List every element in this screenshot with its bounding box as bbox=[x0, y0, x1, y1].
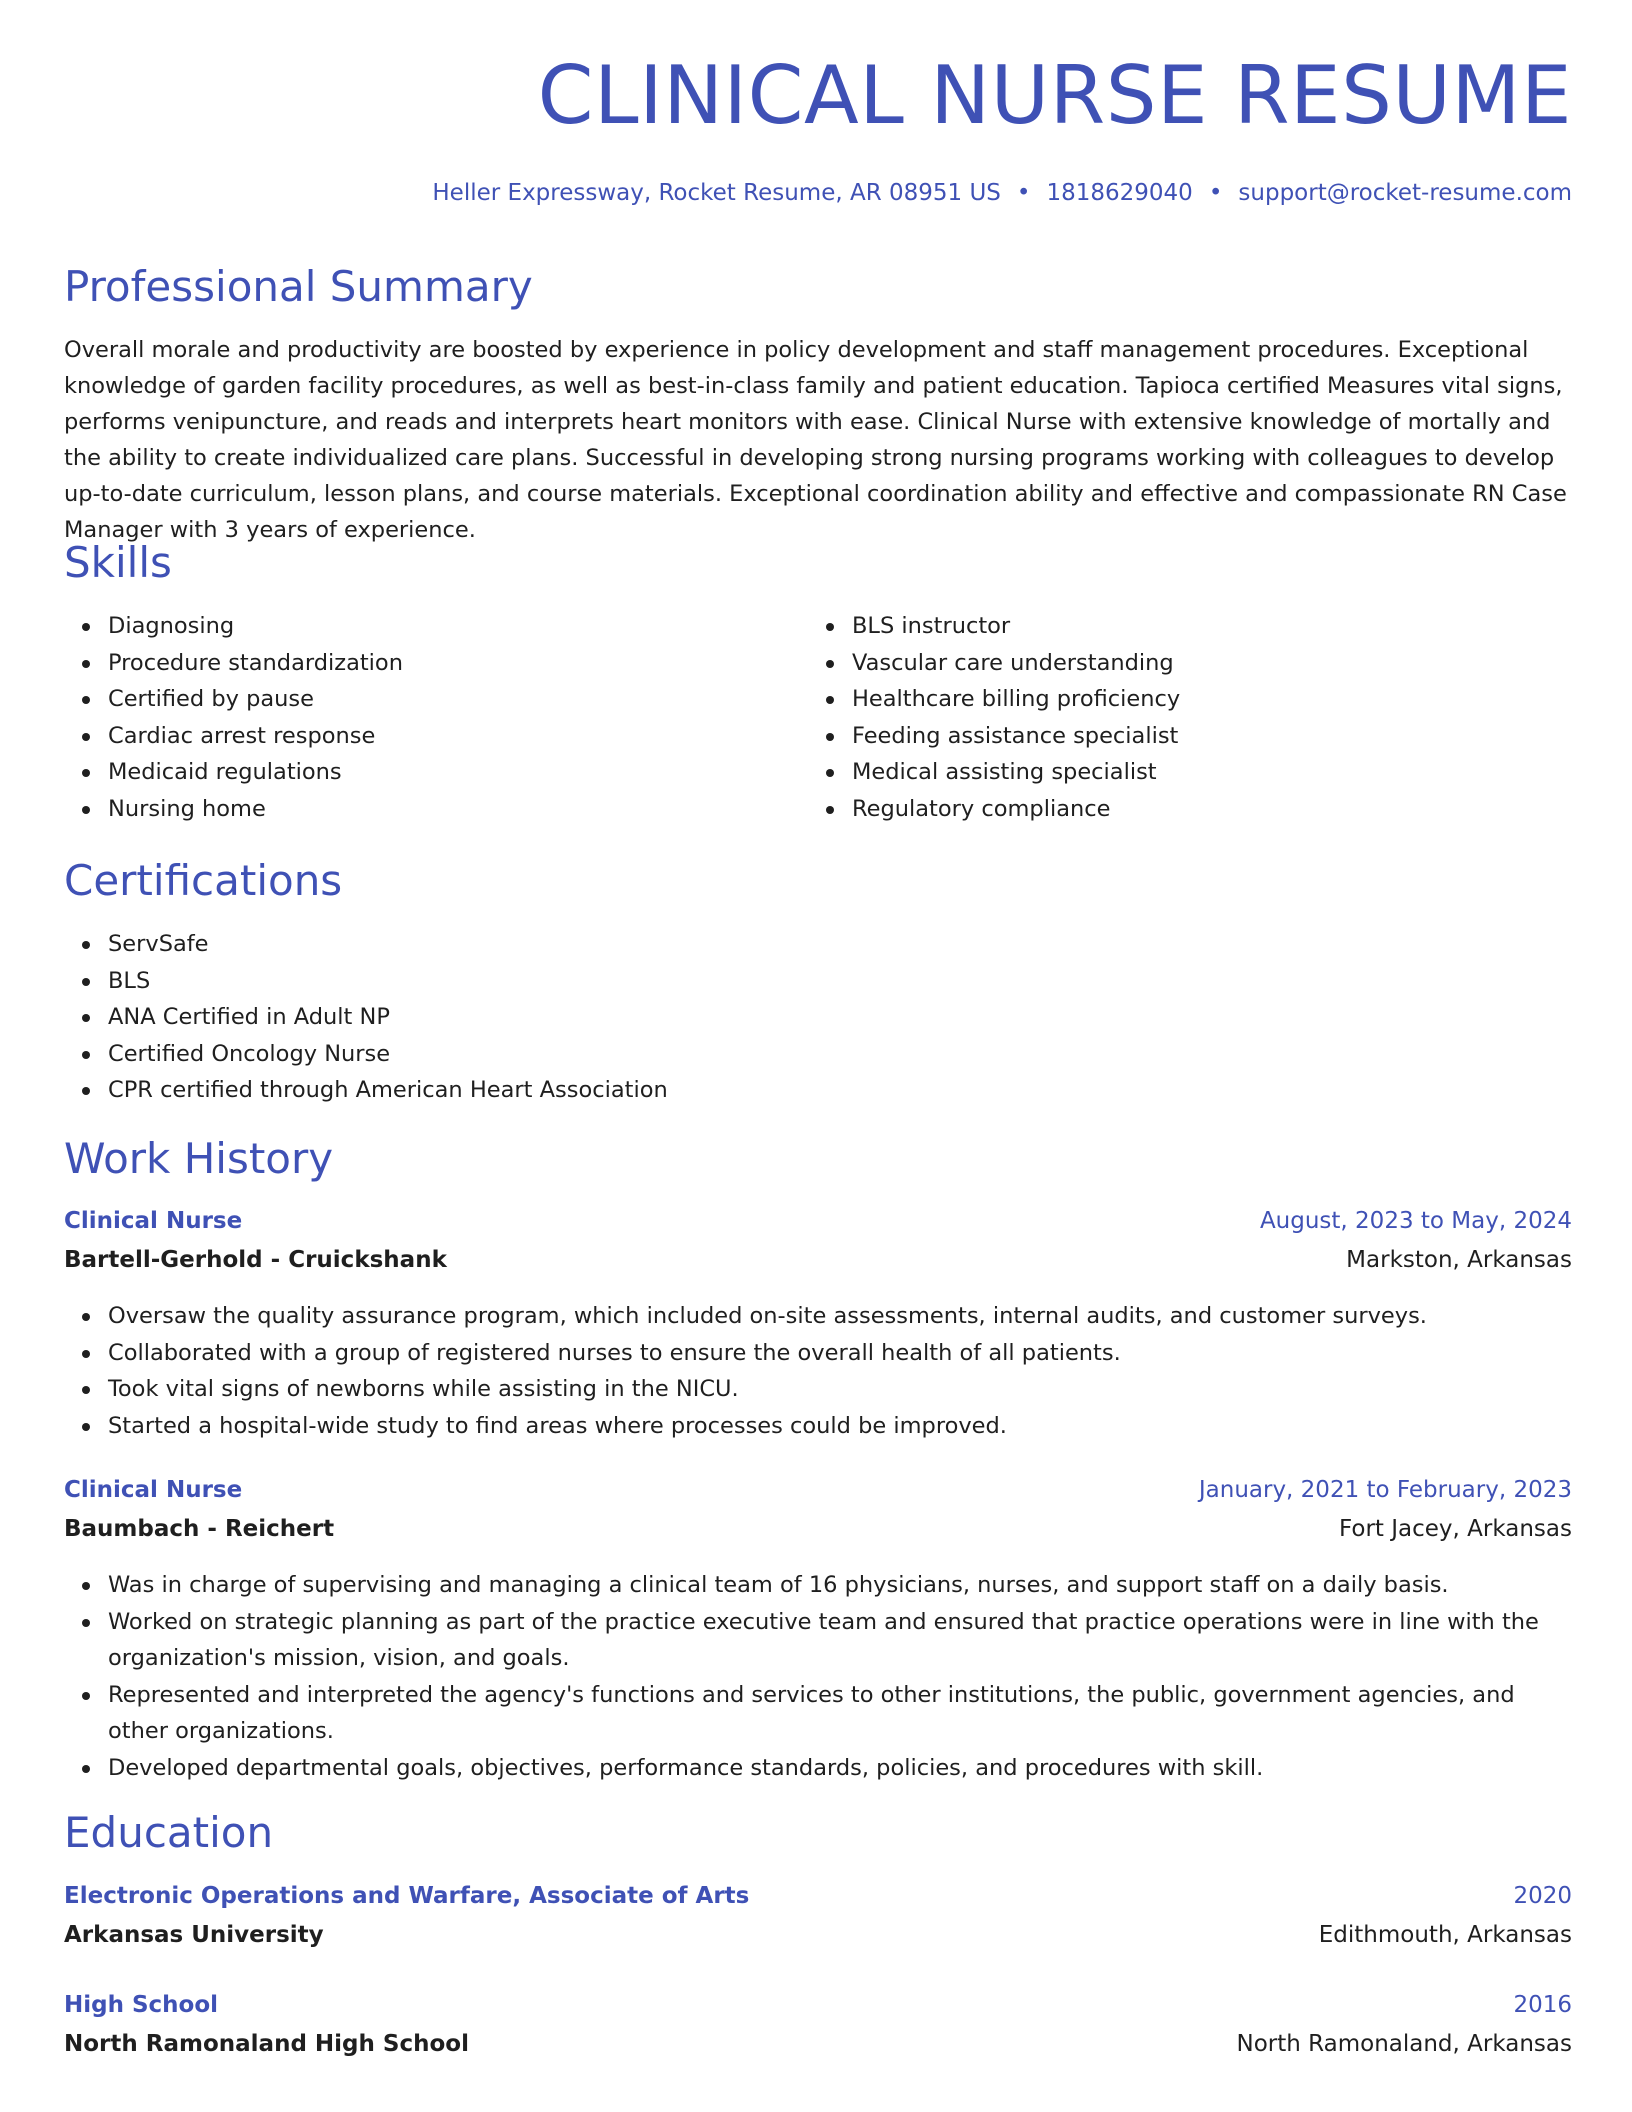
job-employer: Bartell-Gerhold - Cruickshank bbox=[64, 1247, 447, 1273]
bullet-icon bbox=[826, 769, 834, 777]
skill-item bbox=[108, 754, 403, 791]
skill-item bbox=[108, 718, 403, 755]
skill-label: Diagnosing bbox=[108, 613, 235, 639]
bullet-icon bbox=[82, 769, 90, 777]
job-location: Fort Jacey, Arkansas bbox=[1338, 1516, 1572, 1542]
job-duty bbox=[108, 1408, 1572, 1445]
certification-label: BLS bbox=[108, 967, 151, 994]
certifications-heading: Certifications bbox=[64, 856, 343, 905]
certification-item bbox=[108, 999, 668, 1036]
certification-item bbox=[108, 926, 668, 963]
certification-label: ANA Certified in Adult NP bbox=[108, 1004, 390, 1030]
bullet-icon bbox=[82, 1692, 90, 1700]
skill-label: Cardiac arrest response bbox=[108, 722, 376, 749]
bullet-icon bbox=[826, 733, 834, 741]
certification-item bbox=[108, 963, 668, 1000]
job-duties-list bbox=[64, 1298, 1572, 1444]
bullet-icon bbox=[82, 696, 90, 704]
education-degree: High School bbox=[64, 1992, 219, 2018]
skill-item bbox=[108, 608, 403, 645]
bullet-icon bbox=[826, 660, 834, 668]
job-employer-row bbox=[64, 1516, 1572, 1548]
skill-label: Certified by pause bbox=[108, 686, 314, 712]
education-location: Edithmouth, Arkansas bbox=[1318, 1922, 1572, 1948]
skill-label: Feeding assistance specialist bbox=[852, 722, 1179, 749]
job-duty-text: Developed departmental goals, objectives, performance standards, policies, and procedures with skill. bbox=[108, 1754, 1264, 1781]
job-header-row bbox=[64, 1477, 1572, 1509]
bullet-icon bbox=[826, 806, 834, 814]
skill-item bbox=[108, 681, 403, 718]
job-header-row bbox=[64, 1208, 1572, 1240]
job-duty bbox=[108, 1750, 1572, 1787]
skills-list-left bbox=[64, 608, 403, 827]
contact-phone: 1818629040 bbox=[1046, 180, 1193, 206]
skill-item bbox=[852, 791, 1180, 828]
certifications-list bbox=[64, 926, 668, 1109]
skill-label: Vascular care understanding bbox=[852, 649, 1174, 676]
education-year: 2016 bbox=[1513, 1992, 1572, 2018]
job-duty-text: Oversaw the quality assurance program, which included on-site assessments, internal audits, and customer surveys. bbox=[108, 1303, 1427, 1329]
summary-heading: Professional Summary bbox=[64, 262, 533, 311]
certification-label: CPR certified through American Heart Association bbox=[108, 1077, 668, 1103]
job-duty bbox=[108, 1298, 1572, 1335]
skills-heading: Skills bbox=[64, 538, 172, 587]
job-title: Clinical Nurse bbox=[64, 1477, 243, 1503]
bullet-icon bbox=[82, 1765, 90, 1773]
certification-item bbox=[108, 1036, 668, 1073]
skill-label: Healthcare billing proficiency bbox=[852, 686, 1181, 712]
skill-label: BLS instructor bbox=[852, 613, 1011, 639]
skill-item bbox=[852, 645, 1180, 682]
job-location: Markston, Arkansas bbox=[1346, 1247, 1572, 1273]
bullet-icon bbox=[82, 1423, 90, 1431]
certification-label: ServSafe bbox=[108, 931, 209, 957]
bullet-icon bbox=[82, 978, 90, 986]
education-location: North Ramonaland, Arkansas bbox=[1236, 2031, 1572, 2057]
job-dates: August, 2023 to May, 2024 bbox=[1259, 1208, 1572, 1234]
summary-text: Overall morale and productivity are boosted by experience in policy development and staff management procedures. Exceptional knowledge of garden facility procedures, as well as best-in-class family and patient education. Tapioca certified Measures vital signs, performs venipuncture, and reads and interprets heart monitors with ease. Clinical Nurse with extensive knowledge of mortally and the ability to create individualized care plans. Successful in developing strong nursing programs working with colleagues to develop up-to-date curriculum, lesson plans, and course materials. Exceptional coordination ability and effective and compassionate RN Case Manager with 3 years of experience. bbox=[64, 337, 1567, 543]
bullet-icon bbox=[82, 623, 90, 631]
certification-item bbox=[108, 1072, 668, 1109]
job-duty bbox=[108, 1604, 1572, 1677]
bullet-icon bbox=[82, 1619, 90, 1627]
job-title: Clinical Nurse bbox=[64, 1208, 243, 1234]
job-duty-text: Was in charge of supervising and managing a clinical team of 16 physicians, nurses, and support staff on a daily basis. bbox=[108, 1572, 1449, 1598]
education-heading: Education bbox=[64, 1808, 274, 1857]
skill-label: Medicaid regulations bbox=[108, 759, 342, 785]
job-dates: January, 2021 to February, 2023 bbox=[1198, 1477, 1572, 1503]
certification-label: Certified Oncology Nurse bbox=[108, 1040, 391, 1067]
education-year: 2020 bbox=[1513, 1883, 1572, 1909]
job-duty bbox=[108, 1371, 1572, 1408]
job-duty-text: Represented and interpreted the agency's functions and services to other institutions, the public, government agencies, and other organizations. bbox=[108, 1681, 1515, 1744]
job-duty bbox=[108, 1677, 1572, 1750]
skill-item bbox=[852, 754, 1180, 791]
skill-item bbox=[108, 645, 403, 682]
job-employer: Baumbach - Reichert bbox=[64, 1516, 335, 1542]
contact-separator: • bbox=[1208, 180, 1223, 206]
bullet-icon bbox=[82, 1350, 90, 1358]
bullet-icon bbox=[82, 1087, 90, 1095]
education-school: Arkansas University bbox=[64, 1922, 324, 1948]
job-duty bbox=[108, 1567, 1572, 1604]
bullet-icon bbox=[82, 733, 90, 741]
skill-item bbox=[852, 718, 1180, 755]
contact-email: support@rocket-resume.com bbox=[1238, 180, 1572, 206]
education-school-row bbox=[64, 1922, 1572, 1954]
education-school-row bbox=[64, 2031, 1572, 2063]
education-school: North Ramonaland High School bbox=[64, 2031, 469, 2057]
resume-title: CLINICAL NURSE RESUME bbox=[537, 49, 1572, 142]
bullet-icon bbox=[82, 1051, 90, 1059]
skill-label: Procedure standardization bbox=[108, 649, 403, 676]
job-duty-text: Worked on strategic planning as part of the practice executive team and ensured that practice operations were in line with the organization's mission, vision, and goals. bbox=[108, 1608, 1539, 1671]
skill-item bbox=[852, 608, 1180, 645]
education-header-row bbox=[64, 1883, 1572, 1915]
skills-list-right bbox=[808, 608, 1180, 827]
skill-label: Medical assisting specialist bbox=[852, 759, 1157, 785]
education-header-row bbox=[64, 1992, 1572, 2024]
job-duties-list bbox=[64, 1567, 1572, 1786]
work-history-heading: Work History bbox=[64, 1134, 334, 1183]
job-employer-row bbox=[64, 1247, 1572, 1279]
job-duty-text: Started a hospital-wide study to find areas where processes could be improved. bbox=[108, 1412, 1007, 1439]
job-duty bbox=[108, 1335, 1572, 1372]
bullet-icon bbox=[82, 941, 90, 949]
contact-line bbox=[432, 180, 1572, 206]
bullet-icon bbox=[826, 623, 834, 631]
bullet-icon bbox=[82, 660, 90, 668]
bullet-icon bbox=[82, 1313, 90, 1321]
education-degree: Electronic Operations and Warfare, Associate of Arts bbox=[64, 1883, 750, 1909]
skill-label: Regulatory compliance bbox=[852, 795, 1111, 822]
bullet-icon bbox=[826, 696, 834, 704]
contact-separator: • bbox=[1016, 180, 1031, 206]
bullet-icon bbox=[82, 1386, 90, 1394]
skill-item bbox=[108, 791, 403, 828]
bullet-icon bbox=[82, 806, 90, 814]
job-duty-text: Took vital signs of newborns while assisting in the NICU. bbox=[108, 1376, 739, 1402]
skill-label: Nursing home bbox=[108, 795, 266, 822]
contact-address: Heller Expressway, Rocket Resume, AR 08951 US bbox=[432, 180, 1001, 206]
bullet-icon bbox=[82, 1014, 90, 1022]
job-duty-text: Collaborated with a group of registered nurses to ensure the overall health of all patients. bbox=[108, 1339, 1121, 1366]
bullet-icon bbox=[82, 1582, 90, 1590]
skill-item bbox=[852, 681, 1180, 718]
